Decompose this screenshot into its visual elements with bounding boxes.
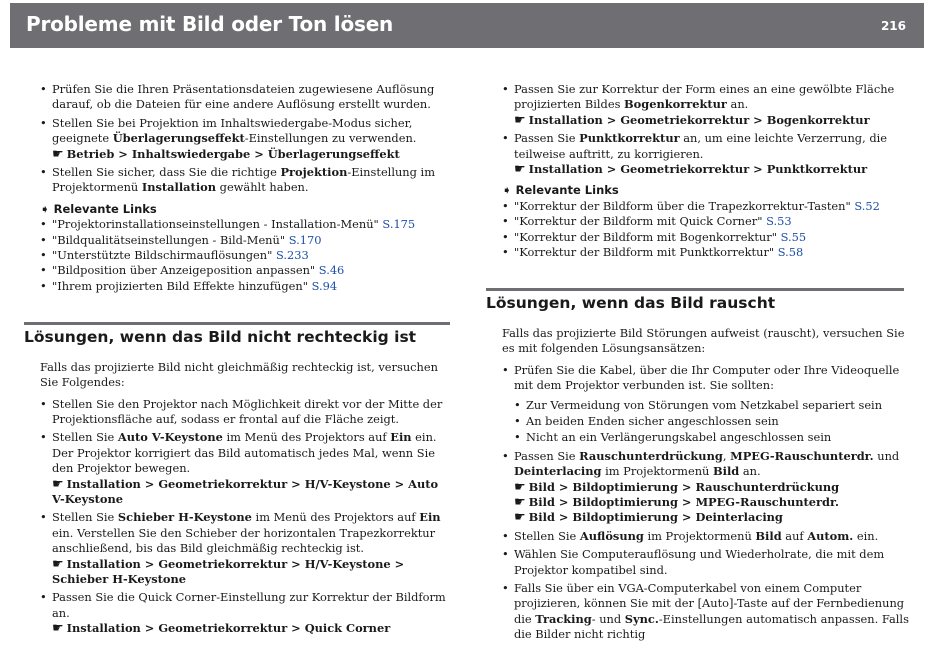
page-number: 216 bbox=[880, 19, 906, 33]
page-link[interactable]: S.53 bbox=[766, 214, 792, 229]
hand-pointer-icon: ☛ bbox=[514, 479, 526, 495]
menu-path: ☛ Installation > Geometriekorrektur > Bogenkorrektur bbox=[514, 112, 870, 128]
list-item: • Passen Sie die Quick Corner-Einstellung zur Korrektur der Bildform an. ☛ Installation > Geometriekorrektur > Quick Corner bbox=[40, 590, 448, 636]
related-links-list bbox=[502, 199, 916, 261]
section-heading: Lösungen, wenn das Bild rauscht bbox=[486, 294, 776, 313]
list-item: • Passen Sie zur Korrektur der Form eines an eine gewölbte Fläche projizierten Bildes Bogenkorrektur an. ☛ Installation > Geometriekorrektur > Bogenkorrektur bbox=[502, 82, 916, 128]
list-item: • Stellen Sie bei Projektion im Inhaltswiedergabe-Modus sicher, geeignete Überlagerungseffekt-Einstellungen zu verwenden. ☛ Betrieb > Inhaltswiedergabe > Überlagerungseffekt bbox=[40, 116, 448, 162]
section-intro: Falls das projizierte Bild nicht gleichmäßig rechteckig ist, versuchen Sie Folgendes: bbox=[40, 359, 438, 390]
page-link[interactable]: S.55 bbox=[780, 229, 807, 244]
section-heading: Lösungen, wenn das Bild nicht rechteckig ist bbox=[24, 328, 417, 347]
page-link[interactable]: S.58 bbox=[777, 245, 804, 260]
list-item: • Stellen Sie den Projektor nach Möglichkeit direkt vor der Mitte der Projektionsfläche auf, sodass er frontal auf die Fläche zeigt. bbox=[40, 397, 448, 428]
page-link[interactable]: S.46 bbox=[318, 263, 345, 278]
sub-list-item: • Zur Vermeidung von Störungen vom Netzkabel separiert sein bbox=[514, 398, 916, 413]
related-links-heading: ➧ Relevante Links bbox=[502, 183, 619, 198]
arrow-icon: ➧ bbox=[40, 201, 50, 216]
hand-pointer-icon: ☛ bbox=[52, 621, 64, 637]
hand-pointer-icon: ☛ bbox=[514, 162, 526, 178]
section-intro: Falls das projizierte Bild Störungen aufweist (rauscht), versuchen Sie es mit folgenden Lösungsansätzen: bbox=[502, 325, 905, 356]
sub-list-item: • Nicht an ein Verlängerungskabel angeschlossen sein bbox=[514, 430, 916, 445]
sub-list bbox=[514, 398, 916, 446]
arrow-icon: ➧ bbox=[502, 183, 512, 198]
related-link[interactable]: • "Projektorinstallationseinstellungen - Installation-Menü" S.175 bbox=[40, 217, 448, 232]
hand-pointer-icon: ☛ bbox=[514, 494, 526, 510]
menu-path: ☛ Installation > Geometriekorrektur > H/V-Keystone > Auto V-Keystone bbox=[52, 476, 439, 506]
list-item: • Stellen Sie Schieber H-Keystone im Menü des Projektors auf Ein ein. Verstellen Sie den Schieber der horizontalen Trapezkorrektur anschließend, bis das Bild gleichmäßig rechteckig ist. ☛ Installation > Geometriekorrektur > H/V-Keystone > Schieber H-Keystone bbox=[40, 510, 448, 587]
hand-pointer-icon: ☛ bbox=[52, 476, 64, 492]
list-item: • Stellen Sie Auflösung im Projektormenü Bild auf Autom. ein. bbox=[502, 529, 916, 544]
page-link[interactable]: S.94 bbox=[311, 278, 338, 293]
hand-pointer-icon: ☛ bbox=[514, 510, 526, 526]
hand-pointer-icon: ☛ bbox=[52, 146, 64, 162]
menu-path: ☛ Installation > Geometriekorrektur > Punktkorrektur bbox=[514, 162, 868, 178]
section-divider bbox=[486, 288, 904, 291]
related-link[interactable]: • "Unterstützte Bildschirmauflösungen" S.233 bbox=[40, 248, 448, 263]
list-item: • Passen Sie Punktkorrektur an, um eine leichte Verzerrung, die teilweise auftritt, zu korrigieren. ☛ Installation > Geometriekorrektur > Punktkorrektur bbox=[502, 131, 916, 177]
list-item: • Prüfen Sie die Kabel, über die Ihr Computer oder Ihre Videoquelle mit dem Projektor verbunden ist. Sie sollten: • Zur Vermeidung von Störungen vom Netzkabel separiert sein • An beiden Enden sicher angeschlossen sein • Nicht an ein Verlängerungskabel angeschlossen sein bbox=[502, 363, 916, 446]
list-item: • Wählen Sie Computerauflösung und Wiederholrate, die mit dem Projektor kompatibel sind. bbox=[502, 547, 916, 578]
menu-path: ☛ Bild > Bildoptimierung > Deinterlacing bbox=[514, 510, 783, 526]
related-link[interactable]: • "Ihrem projizierten Bild Effekte hinzufügen" S.94 bbox=[40, 279, 448, 294]
noise-solutions-list bbox=[502, 363, 916, 643]
page-link[interactable]: S.170 bbox=[288, 232, 322, 247]
menu-path: ☛ Betrieb > Inhaltswiedergabe > Überlagerungseffekt bbox=[52, 146, 400, 162]
sub-list-item: • An beiden Enden sicher angeschlossen sein bbox=[514, 414, 916, 429]
related-link[interactable]: • "Korrektur der Bildform mit Bogenkorrektur" S.55 bbox=[502, 230, 916, 245]
list-item: • Stellen Sie sicher, dass Sie die richtige Projektion-Einstellung im Projektormenü Installation gewählt haben. bbox=[40, 165, 448, 196]
page-link[interactable]: S.52 bbox=[854, 198, 880, 213]
list-item: • Falls Sie über ein VGA-Computerkabel von einem Computer projizieren, können Sie mit der [Auto]-Taste auf der Fernbedienung die Tracking- und Sync.-Einstellungen automatisch anpassen. Falls die Bilder nicht richtig bbox=[502, 581, 916, 643]
related-link[interactable]: • "Bildposition über Anzeigeposition anpassen" S.46 bbox=[40, 263, 448, 278]
related-link[interactable]: • "Korrektur der Bildform mit Quick Corner" S.53 bbox=[502, 214, 916, 229]
page-link[interactable]: S.233 bbox=[275, 248, 309, 263]
intro-list bbox=[40, 82, 448, 196]
page-header bbox=[10, 3, 924, 48]
menu-path: ☛ Installation > Geometriekorrektur > Quick Corner bbox=[52, 621, 391, 637]
hand-pointer-icon: ☛ bbox=[514, 112, 526, 128]
hand-pointer-icon: ☛ bbox=[52, 556, 64, 572]
shape-correction-list bbox=[502, 82, 916, 177]
rectangle-solutions-list bbox=[40, 397, 448, 637]
related-link[interactable]: • "Bildqualitätseinstellungen - Bild-Menü" S.170 bbox=[40, 233, 448, 248]
list-item: • Passen Sie Rauschunterdrückung, MPEG-Rauschunterdr. und Deinterlacing im Projektormenü Bild an. ☛ Bild > Bildoptimierung > Rauschunterdrückung ☛ Bild > Bildoptimierung > MPEG-Rauschunterdr. ☛ Bild > Bildoptimierung > Deinterlacing bbox=[502, 449, 916, 526]
list-item: • Prüfen Sie die Ihren Präsentationsdateien zugewiesene Auflösung darauf, ob die Dateien für eine andere Auflösung erstellt wurden. bbox=[40, 82, 448, 113]
list-item: • Stellen Sie Auto V-Keystone im Menü des Projektors auf Ein ein. Der Projektor korrigiert das Bild automatisch jedes Mal, wenn Sie den Projektor bewegen. ☛ Installation > Geometriekorrektur > H/V-Keystone > Auto V-Keystone bbox=[40, 430, 448, 507]
related-link[interactable]: • "Korrektur der Bildform über die Trapezkorrektur-Tasten" S.52 bbox=[502, 199, 916, 214]
page-link[interactable]: S.175 bbox=[382, 217, 416, 232]
menu-path: ☛ Bild > Bildoptimierung > Rauschunterdrückung bbox=[514, 479, 840, 495]
right-column bbox=[486, 82, 916, 646]
page-title: Probleme mit Bild oder Ton lösen bbox=[26, 12, 394, 36]
related-links-list bbox=[40, 217, 448, 294]
menu-path: ☛ Installation > Geometriekorrektur > H/V-Keystone > Schieber H-Keystone bbox=[52, 556, 405, 586]
left-column bbox=[0, 82, 460, 640]
menu-path: ☛ Bild > Bildoptimierung > MPEG-Rauschunterdr. bbox=[514, 494, 839, 510]
section-divider bbox=[24, 322, 450, 325]
related-links-heading: ➧ Relevante Links bbox=[40, 201, 157, 216]
related-link[interactable]: • "Korrektur der Bildform mit Punktkorrektur" S.58 bbox=[502, 245, 916, 260]
